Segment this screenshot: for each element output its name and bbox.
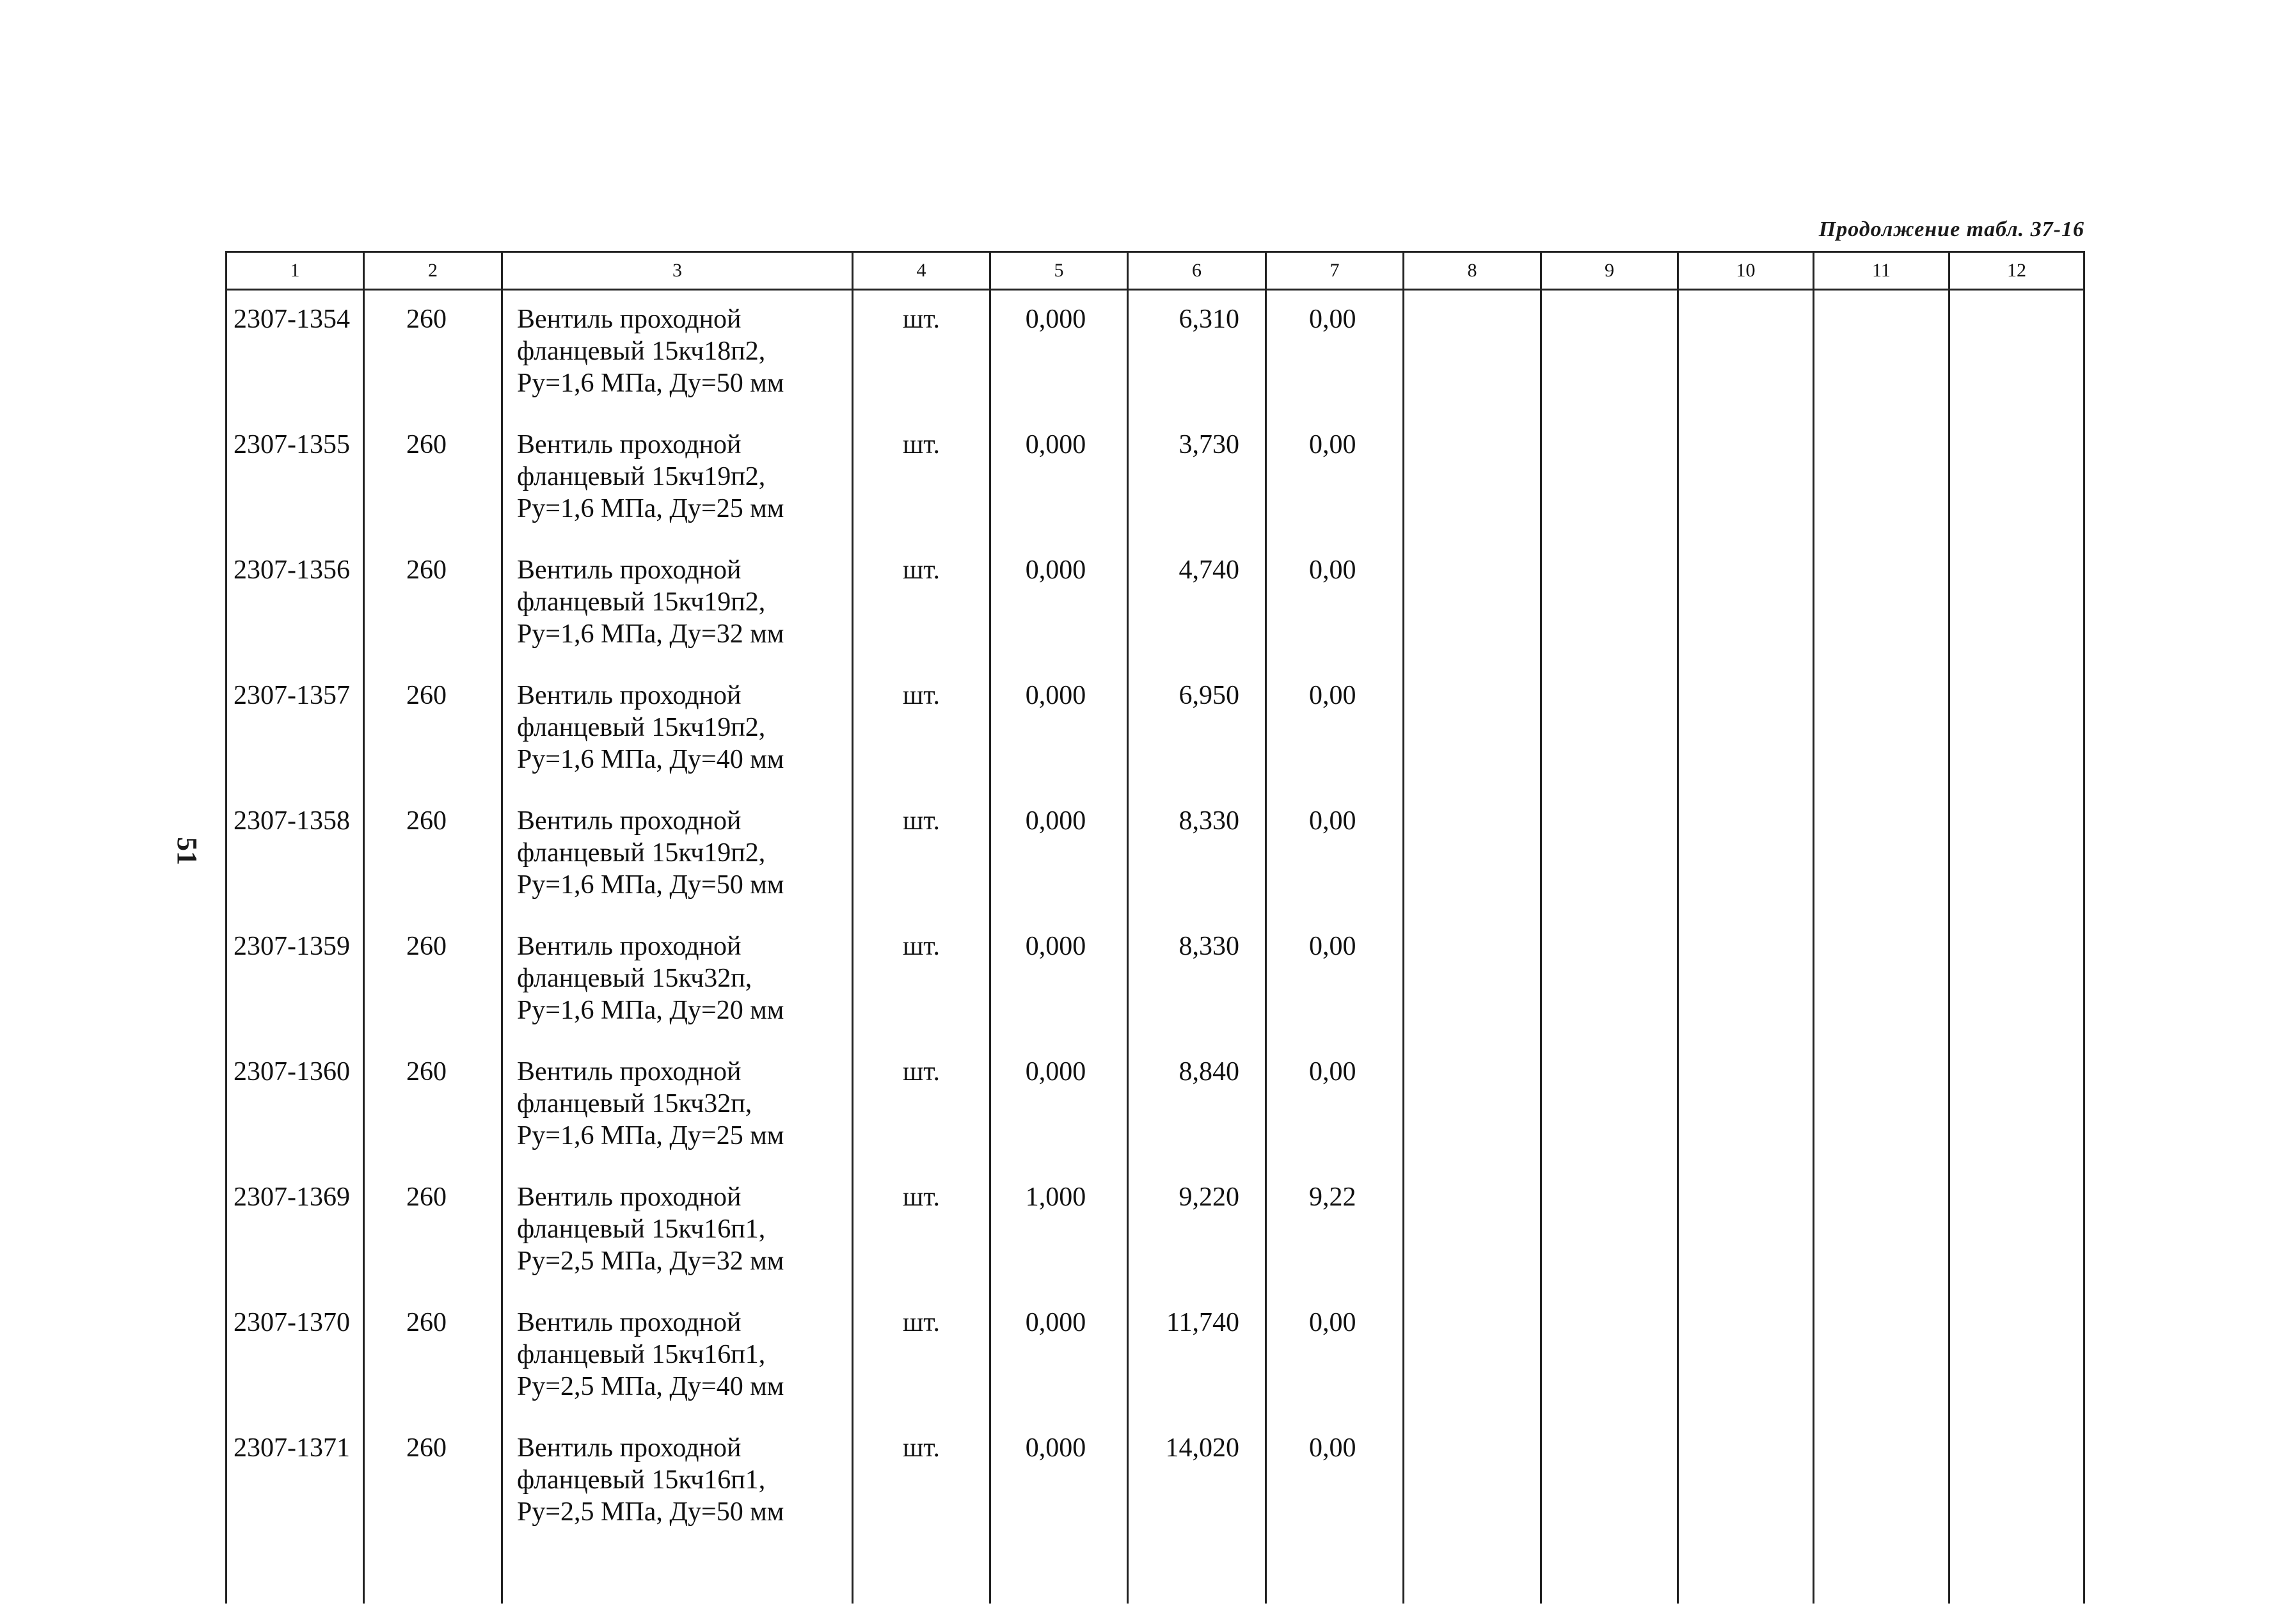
item-code: 2307-1369 — [226, 1168, 364, 1294]
empty-cell — [1949, 1419, 2084, 1545]
column-header: 11 — [1814, 252, 1949, 290]
column-header: 7 — [1266, 252, 1404, 290]
item-description — [502, 1168, 853, 1294]
column-header: 2 — [364, 252, 502, 290]
empty-cell — [1949, 290, 2084, 417]
item-model: фланцевый 15кч19п2, — [517, 838, 766, 868]
item-model: фланцевый 15кч18п2, — [517, 337, 766, 366]
empty-cell — [1678, 1419, 1814, 1545]
item-name: Вентиль проходной — [517, 1433, 742, 1463]
item-model: фланцевый 15кч32п, — [517, 964, 752, 993]
empty-cell — [1266, 1545, 1404, 1604]
empty-cell — [1678, 541, 1814, 667]
item-name: Вентиль проходной — [517, 305, 742, 334]
item-code: 2307-1354 — [226, 290, 364, 417]
unit-cell: шт. — [853, 1419, 990, 1545]
unit-cell: шт. — [853, 1168, 990, 1294]
rate-value: 260 — [364, 792, 502, 918]
column-7-value: 0,00 — [1266, 918, 1404, 1043]
column-6-value: 3,730 — [1128, 416, 1266, 541]
empty-cell — [1814, 416, 1949, 541]
item-description — [502, 416, 853, 541]
empty-cell — [1541, 792, 1678, 918]
item-code: 2307-1371 — [226, 1419, 364, 1545]
column-header: 3 — [502, 252, 853, 290]
column-5-value: 0,000 — [990, 541, 1128, 667]
table-row — [226, 1294, 2084, 1419]
empty-cell — [1678, 667, 1814, 792]
column-6-value: 6,310 — [1128, 290, 1266, 417]
column-6-value: 11,740 — [1128, 1294, 1266, 1419]
column-6-value: 8,840 — [1128, 1043, 1266, 1168]
item-description — [502, 1294, 853, 1419]
table-row — [226, 1168, 2084, 1294]
column-7-value: 9,22 — [1266, 1168, 1404, 1294]
header-row — [226, 252, 2084, 290]
column-header: 1 — [226, 252, 364, 290]
table-row — [226, 667, 2084, 792]
item-code: 2307-1355 — [226, 416, 364, 541]
empty-cell — [1678, 1043, 1814, 1168]
item-params: Pу=1,6 МПа, Ду=20 мм — [517, 996, 784, 1025]
item-name: Вентиль проходной — [517, 681, 742, 710]
empty-cell — [1678, 1294, 1814, 1419]
empty-cell — [226, 1545, 364, 1604]
item-params: Pу=2,5 МПа, Ду=50 мм — [517, 1497, 784, 1527]
empty-cell — [1949, 1168, 2084, 1294]
table-header — [226, 252, 2084, 290]
column-6-value: 14,020 — [1128, 1419, 1266, 1545]
empty-cell — [1404, 541, 1541, 667]
empty-cell — [1814, 1043, 1949, 1168]
column-7-value: 0,00 — [1266, 1419, 1404, 1545]
column-5-value: 0,000 — [990, 1043, 1128, 1168]
rate-value: 260 — [364, 1294, 502, 1419]
empty-cell — [1678, 290, 1814, 417]
item-description — [502, 290, 853, 417]
empty-cell — [1541, 1043, 1678, 1168]
empty-cell — [1404, 1043, 1541, 1168]
item-params: Pу=1,6 МПа, Ду=50 мм — [517, 369, 784, 398]
column-5-value: 0,000 — [990, 1294, 1128, 1419]
empty-cell — [502, 1545, 853, 1604]
empty-cell — [1404, 1545, 1541, 1604]
column-7-value: 0,00 — [1266, 416, 1404, 541]
item-model: фланцевый 15кч19п2, — [517, 587, 766, 617]
empty-cell — [1949, 416, 2084, 541]
empty-cell — [1949, 1545, 2084, 1604]
column-7-value: 0,00 — [1266, 1043, 1404, 1168]
column-5-value: 0,000 — [990, 667, 1128, 792]
item-name: Вентиль проходной — [517, 1308, 742, 1337]
item-params: Pу=1,6 МПа, Ду=40 мм — [517, 745, 784, 774]
price-table — [225, 251, 2085, 1604]
item-params: Pу=1,6 МПа, Ду=25 мм — [517, 1121, 784, 1150]
column-6-value: 8,330 — [1128, 792, 1266, 918]
column-header: 9 — [1541, 252, 1678, 290]
item-params: Pу=2,5 МПа, Ду=32 мм — [517, 1246, 784, 1276]
empty-cell — [1678, 918, 1814, 1043]
table-row — [226, 416, 2084, 541]
page-number: 51 — [171, 837, 203, 865]
empty-cell — [364, 1545, 502, 1604]
empty-cell — [1541, 541, 1678, 667]
table-row — [226, 290, 2084, 417]
column-7-value: 0,00 — [1266, 667, 1404, 792]
empty-cell — [1678, 792, 1814, 918]
rate-value: 260 — [364, 1419, 502, 1545]
rate-value: 260 — [364, 541, 502, 667]
column-6-value: 8,330 — [1128, 918, 1266, 1043]
item-name: Вентиль проходной — [517, 555, 742, 585]
column-7-value: 0,00 — [1266, 792, 1404, 918]
empty-cell — [1814, 1545, 1949, 1604]
table-row — [226, 1419, 2084, 1545]
unit-cell: шт. — [853, 918, 990, 1043]
item-name: Вентиль проходной — [517, 1182, 742, 1212]
empty-cell — [1949, 918, 2084, 1043]
item-model: фланцевый 15кч16п1, — [517, 1465, 766, 1495]
rate-value: 260 — [364, 918, 502, 1043]
column-6-value: 6,950 — [1128, 667, 1266, 792]
empty-cell — [1678, 1545, 1814, 1604]
empty-cell — [1678, 1168, 1814, 1294]
item-code: 2307-1356 — [226, 541, 364, 667]
item-name: Вентиль проходной — [517, 806, 742, 836]
item-description — [502, 918, 853, 1043]
table-row — [226, 541, 2084, 667]
empty-cell — [1404, 792, 1541, 918]
empty-cell — [1404, 416, 1541, 541]
item-params: Pу=1,6 МПа, Ду=32 мм — [517, 619, 784, 649]
item-description — [502, 1043, 853, 1168]
unit-cell: шт. — [853, 667, 990, 792]
item-params: Pу=2,5 МПа, Ду=40 мм — [517, 1372, 784, 1401]
empty-cell — [1541, 1545, 1678, 1604]
column-7-value: 0,00 — [1266, 541, 1404, 667]
empty-cell — [1678, 416, 1814, 541]
column-6-value: 4,740 — [1128, 541, 1266, 667]
column-7-value: 0,00 — [1266, 290, 1404, 417]
unit-cell: шт. — [853, 290, 990, 417]
empty-cell — [1541, 918, 1678, 1043]
column-6-value: 9,220 — [1128, 1168, 1266, 1294]
item-code: 2307-1358 — [226, 792, 364, 918]
table-row — [226, 918, 2084, 1043]
item-code: 2307-1370 — [226, 1294, 364, 1419]
empty-cell — [1541, 1294, 1678, 1419]
rate-value: 260 — [364, 1168, 502, 1294]
item-description — [502, 541, 853, 667]
item-params: Pу=1,6 МПа, Ду=50 мм — [517, 870, 784, 900]
empty-cell — [1541, 1168, 1678, 1294]
unit-cell: шт. — [853, 792, 990, 918]
rate-value: 260 — [364, 416, 502, 541]
table-row — [226, 792, 2084, 918]
empty-cell — [1404, 918, 1541, 1043]
item-model: фланцевый 15кч16п1, — [517, 1214, 766, 1244]
item-model: фланцевый 15кч19п2, — [517, 462, 766, 491]
unit-cell: шт. — [853, 541, 990, 667]
item-description — [502, 1419, 853, 1545]
empty-cell — [853, 1545, 990, 1604]
item-model: фланцевый 15кч32п, — [517, 1089, 752, 1118]
table-row — [226, 1043, 2084, 1168]
empty-cell — [1541, 1419, 1678, 1545]
column-5-value: 1,000 — [990, 1168, 1128, 1294]
rate-value: 260 — [364, 1043, 502, 1168]
empty-cell — [1949, 541, 2084, 667]
table-continuation-label: Продолжение табл. 37-16 — [1818, 218, 2084, 241]
column-5-value: 0,000 — [990, 416, 1128, 541]
table-tail-row — [226, 1545, 2084, 1604]
item-model: фланцевый 15кч19п2, — [517, 713, 766, 742]
empty-cell — [1404, 1168, 1541, 1294]
empty-cell — [1814, 918, 1949, 1043]
empty-cell — [1814, 667, 1949, 792]
empty-cell — [1949, 1294, 2084, 1419]
item-description — [502, 667, 853, 792]
empty-cell — [1404, 1419, 1541, 1545]
rate-value: 260 — [364, 290, 502, 417]
empty-cell — [1541, 290, 1678, 417]
table-body — [226, 290, 2084, 1604]
item-code: 2307-1360 — [226, 1043, 364, 1168]
column-5-value: 0,000 — [990, 918, 1128, 1043]
empty-cell — [1128, 1545, 1266, 1604]
item-description — [502, 792, 853, 918]
item-name: Вентиль проходной — [517, 932, 742, 961]
item-code: 2307-1359 — [226, 918, 364, 1043]
empty-cell — [1949, 1043, 2084, 1168]
column-header: 5 — [990, 252, 1128, 290]
rate-value: 260 — [364, 667, 502, 792]
column-5-value: 0,000 — [990, 792, 1128, 918]
column-header: 12 — [1949, 252, 2084, 290]
column-header: 6 — [1128, 252, 1266, 290]
column-header: 10 — [1678, 252, 1814, 290]
empty-cell — [1404, 667, 1541, 792]
item-model: фланцевый 15кч16п1, — [517, 1340, 766, 1369]
column-5-value: 0,000 — [990, 290, 1128, 417]
column-7-value: 0,00 — [1266, 1294, 1404, 1419]
empty-cell — [1949, 667, 2084, 792]
empty-cell — [1814, 1294, 1949, 1419]
column-5-value: 0,000 — [990, 1419, 1128, 1545]
column-header: 4 — [853, 252, 990, 290]
item-code: 2307-1357 — [226, 667, 364, 792]
empty-cell — [1949, 792, 2084, 918]
item-params: Pу=1,6 МПа, Ду=25 мм — [517, 494, 784, 523]
empty-cell — [1814, 541, 1949, 667]
empty-cell — [1541, 667, 1678, 792]
empty-cell — [1814, 792, 1949, 918]
unit-cell: шт. — [853, 416, 990, 541]
empty-cell — [1541, 416, 1678, 541]
empty-cell — [1404, 290, 1541, 417]
item-name: Вентиль проходной — [517, 1057, 742, 1087]
column-header: 8 — [1404, 252, 1541, 290]
unit-cell: шт. — [853, 1043, 990, 1168]
unit-cell: шт. — [853, 1294, 990, 1419]
empty-cell — [1814, 1419, 1949, 1545]
empty-cell — [990, 1545, 1128, 1604]
empty-cell — [1404, 1294, 1541, 1419]
empty-cell — [1814, 1168, 1949, 1294]
item-name: Вентиль проходной — [517, 430, 742, 459]
empty-cell — [1814, 290, 1949, 417]
